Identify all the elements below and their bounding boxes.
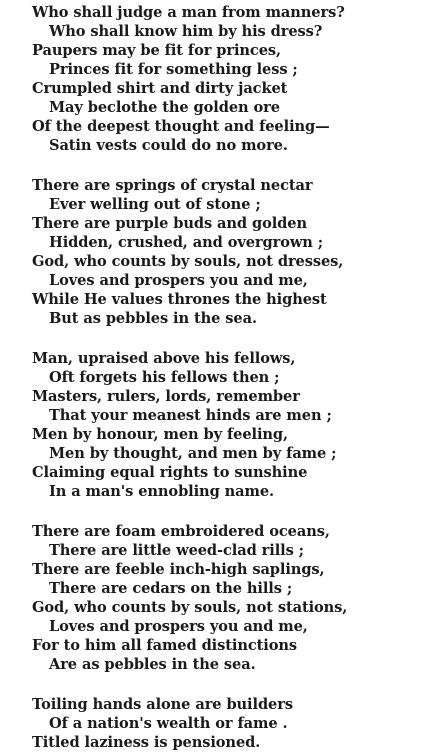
poem-line: Crumpled shirt and dirty jacket	[32, 80, 288, 97]
poem-line: But as pebbles in the sea.	[49, 310, 257, 327]
poem-line: There are little weed-clad rills ;	[49, 542, 304, 559]
stanza-5	[0, 695, 441, 752]
poem-line: That your meanest hinds are men ;	[49, 407, 332, 424]
poem-line: Man, upraised above his fellows,	[32, 350, 296, 367]
poem-line: Ever welling out of stone ;	[49, 196, 261, 213]
poem-line: May beclothe the golden ore	[49, 99, 280, 116]
stanza-1	[0, 3, 441, 155]
poem-line: Claiming equal rights to sunshine	[32, 464, 308, 481]
poem-line: Who shall judge a man from manners?	[32, 4, 345, 21]
stanza-2	[0, 176, 441, 328]
poem-line: In a man's ennobling name.	[49, 483, 275, 500]
poem-line: Paupers may be fit for princes,	[32, 42, 281, 59]
poem-line: Titled laziness is pensioned.	[32, 734, 261, 751]
poem-line: Loves and prospers you and me,	[49, 618, 308, 635]
stanza-3	[0, 349, 441, 501]
poem-line: For to him all famed distinctions	[32, 637, 297, 654]
poem-line: Men by thought, and men by fame ;	[49, 445, 337, 462]
poem-line: Who shall know him by his dress?	[49, 23, 323, 40]
poem-line: Are as pebbles in the sea.	[49, 656, 256, 673]
poem-line: There are cedars on the hills ;	[49, 580, 293, 597]
poem-line: Men by honour, men by feeling,	[32, 426, 288, 443]
poem-line: While He values thrones the highest	[32, 291, 327, 308]
poem-line: Loves and prospers you and me,	[49, 272, 308, 289]
poem-line: Masters, rulers, lords, remember	[32, 388, 300, 405]
poem-line: Hidden, crushed, and overgrown ;	[49, 234, 324, 251]
poem-line: Toiling hands alone are builders	[32, 696, 293, 713]
poem-line: There are purple buds and golden	[32, 215, 307, 232]
poem-line: Satin vests could do no more.	[49, 137, 288, 154]
poem-line: There are foam embroidered oceans,	[32, 523, 330, 540]
poem-line: Of the deepest thought and feeling—	[32, 118, 330, 135]
poem-line: God, who counts by souls, not dresses,	[32, 253, 344, 270]
poem-line: Of a nation's wealth or fame .	[49, 715, 288, 732]
poem-line: God, who counts by souls, not stations,	[32, 599, 348, 616]
poem-line: Princes fit for something less ;	[49, 61, 298, 78]
poem-line: There are feeble inch-high saplings,	[32, 561, 325, 578]
poem-line: Oft forgets his fellows then ;	[49, 369, 280, 386]
stanza-4	[0, 522, 441, 674]
poem-line: There are springs of crystal nectar	[32, 177, 313, 194]
